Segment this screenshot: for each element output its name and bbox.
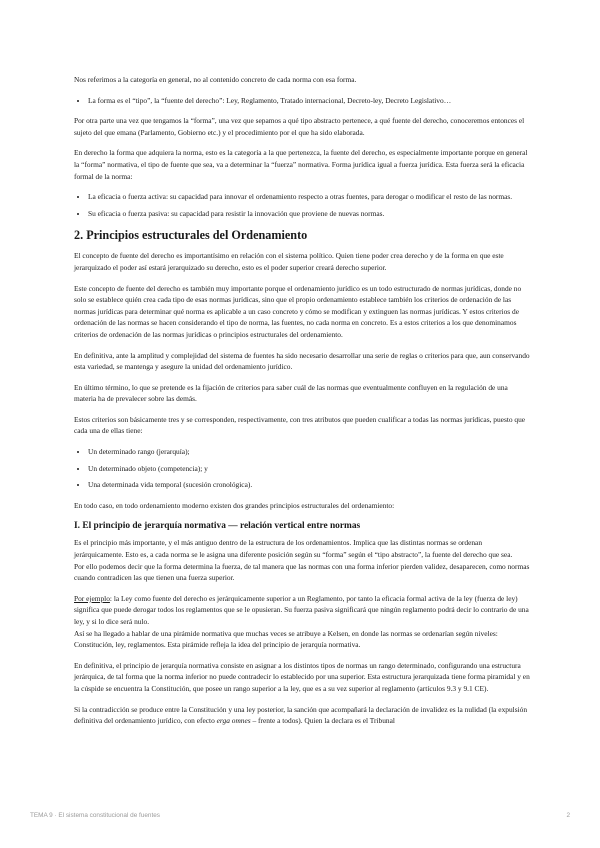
subsection-heading: I. El principio de jerarquía normativa — relación vertical entre normas [74, 521, 361, 532]
latin-term: erga omnes [216, 716, 251, 726]
paragraph-text: : la Ley como fuente del derecho es jerárquicamente superior a un Reglamento, por tanto la eficacia formal activa de la ley (fuerza de ley) significa que puede derogar todos los reglamentos que se le opusieran. Su fuerza pasiva significará que ningún reglamento podrá decir lo contrario de una ley, y si lo dice será nulo. [74, 593, 529, 626]
paragraph: Por ello podemos decir que la forma determina la fuerza, de tal manera que las normas con una forma inferior pierden validez, desaparecen, como normas cuando contradicen las que tienen una fuerza superior. [74, 561, 530, 583]
example-label: Por ejemplo [74, 593, 110, 603]
paragraph: En último término, lo que se pretende es la fijación de criterios para saber cuál de las normas que eventualmente confluyen en la regulación de una materia ha de prevalecer sobre las demás. [74, 382, 508, 404]
paragraph [74, 537, 530, 560]
paragraph: Por otra parte una vez que tengamos la “forma”, una vez que sepamos a qué tipo abstracto pertenece, a qué fuente del derecho, conoceremos entonces el sujeto del que emana (Parlamento, Gobierno etc.) y el procedimiento por el que ha sido elaborada. [74, 116, 525, 137]
paragraph: En definitiva, el principio de jerarquía normativa consiste en asignar a los distintos tipos de normas un rango determinado, configurando una estructura jerárquica, de tal forma que la norma inferior no puede contradecir lo establecido por una superior. Esta estructura jerarquizada tiene forma piramidal y en la cúspide se encuentra la Constitución, que posee un rango superior a la ley, que es a su vez superior al reglamento (artículos 9.3 y 9.1 CE). [74, 660, 530, 693]
paragraph [74, 593, 530, 628]
list-item: • Su eficacia o fuerza pasiva: su capacidad para resistir la innovación que proviene de nuevas normas. [88, 208, 530, 220]
bullet-list [74, 446, 530, 491]
paragraph [74, 704, 530, 727]
list-item: • Un determinado objeto (competencia); y [88, 463, 530, 475]
page-content [74, 74, 530, 736]
paragraph: Así se ha llegado a hablar de una pirámide normativa que muchas veces se atribuye a Kelsen, en donde las normas se ordenarían según niveles: Constitución, ley, reglamentos. Esta pirámide refleja la idea del principio de jerarquía normativa. [74, 628, 498, 650]
list-item: • La forma es el “tipo”, la “fuente del derecho”: Ley, Reglamento, Tratado internacional, Decreto-ley, Decreto Legislativo… [88, 95, 530, 107]
list-item: • Un determinado rango (jerarquía); [88, 446, 530, 458]
paragraph: Nos referimos a la categoría en general, no al contenido concreto de cada norma con esa forma. [74, 75, 357, 84]
paragraph: El concepto de fuente del derecho es importantísimo en relación con el sistema político. Quien tiene poder crea derecho y de la forma en que este jerarquizado el poder así estará jerarquizado su derecho, esto es el poder superior creará derecho superior. [74, 251, 504, 272]
list-item: • Una determinada vida temporal (sucesión cronológica). [88, 479, 530, 491]
paragraph-text: Es el principio más importante, y el más antiguo dentro de la estructura de los ordenamientos. Implica que las distintas normas se ordenan jerárquicamente. Esto es, a cada norma se le asigna una diferente posición según su “forma” según el “tipo abstracto”, la fuente del derecho que sea. [74, 538, 513, 560]
paragraph-text: – frente a todos). Quien la declara es el Tribunal [250, 716, 395, 726]
footer-title: TEMA 9 · El sistema constitucional de fuentes [30, 812, 161, 819]
bullet-list [74, 191, 530, 219]
page-number: 2 [566, 812, 570, 819]
bullet-list [74, 95, 530, 107]
section-heading: 2. Principios estructurales del Ordenamiento [74, 228, 308, 243]
paragraph-text: Si la contradicción se produce entre la Constitución y una ley posterior, la sanción que acompañará la declaración de invalidez es la nulidad (la expulsión definitiva del ordenamiento jurídico, con efecto [74, 704, 528, 726]
paragraph: Estos criterios son básicamente tres y se corresponden, respectivamente, con tres atributos que pueden cualificar a todas las normas jurídicas, puesto que cada una de ellas tiene: [74, 414, 526, 436]
paragraph: En definitiva, ante la amplitud y complejidad del sistema de fuentes ha sido necesario desarrollar una serie de reglas o criterios para que, aun conservando esta variedad, se mantenga y asegure la unidad del ordenamiento jurídico. [74, 350, 530, 372]
page-footer [30, 812, 570, 819]
paragraph: Este concepto de fuente del derecho es también muy importante porque el ordenamiento jurídico es un todo estructurado de normas jurídicas, donde no solo se establece quién crea cada tipo de esas normas jurídicas, sino que el propio ordenamiento establece también los criterios de ordenación de las normas jurídicas para determinar qué norma es aplicable a un caso concreto y cómo se modifican y extinguen las normas jurídicas. Y estos criterios de ordenación de las normas se hacen considerando el tipo de norma, las fuentes, no cada norma en concreto. Es a estos criterios a los que denominamos criterios de ordenación de las normas jurídicas o principios estructurales del ordenamiento. [74, 283, 522, 339]
list-item: • La eficacia o fuerza activa: su capacidad para innovar el ordenamiento respecto a otras fuentes, para derogar o modificar el resto de las normas. [88, 191, 530, 203]
paragraph: En derecho la forma que adquiera la norma, esto es la categoría a la que pertenezca, la fuente del derecho, es especialmente importante porque en general la “forma” normativa, el tipo de fuente que sea, va a determinar la “fuerza” normativa. Forma jurídica igual a fuerza jurídica. Esta fuerza será la eficacia formal de la norma: [74, 148, 528, 181]
paragraph: En todo caso, en todo ordenamiento moderno existen dos grandes principios estructurales del ordenamiento: [74, 500, 395, 510]
